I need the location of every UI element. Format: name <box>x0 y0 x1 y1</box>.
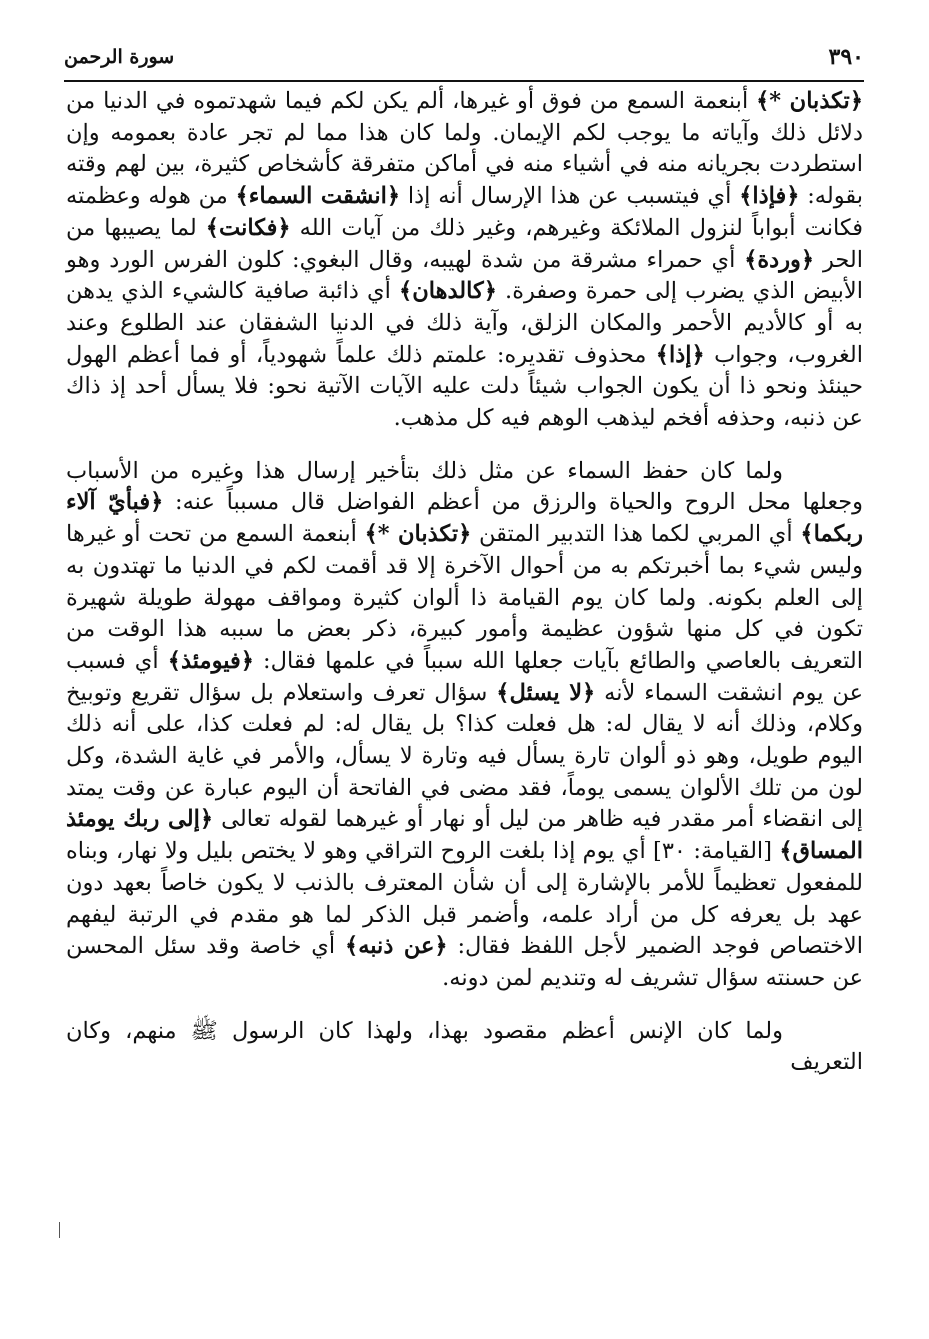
text-segment: أبنعمة السمع من فوق أو غيرها، ألم يكن لكم فيما شهدتموه في الدنيا من دلائل ذلك وآياته ما يوجب لكم الإيمان. ولما كان هذا مما لم تجر عادة بعمومه وإن استطردت بجريانه منه في أشياء منه في أماكن متفرقة كأشخاص كثيرة، بين لهم وقته بقوله: <box>66 88 863 210</box>
quran-quote: ﴿فيومئذ﴾ <box>167 647 254 674</box>
text-segment: أي ذائبة صافية كالشيء الذي يدهن به أو كالأديم الأحمر والمكان الزلق، وآية ذلك في الدنيا الشفقان عند الطلوع وعند الغروب، وجواب <box>66 278 863 368</box>
text-segment: ولما كان الإنس أعظم مقصود بهذا، ولهذا كان الرسول ﷺ منهم، وكان التعريف <box>66 1017 863 1076</box>
text-segment: لما يصيبها من الحر <box>66 214 863 273</box>
text-segment: أي حمراء مشرقة من شدة لهيبه، وقال البغوي: كلون الفرس الورد وهو الأبيض الذي يضرب إلى حمرة وصفرة. <box>66 246 863 305</box>
text-segment: سؤال تعرف واستعلام بل سؤال تقريع وتوبيخ وكلام، وذلك أنه لا يقال له: هل فعلت كذا؟ بل يقال له: لم فعلت كذا، على أنه ذلك اليوم طويل، وهو ذو ألوان تارة يسأل فيه وتارة لا يسأل، والأمر في غاية الشدة، وكل لون من تلك الألوان يسمى يوماً، فقد مضى في الفاتحة أن اليوم عبارة عن وقت يمتد إلى انقضاء أمر مقدر فيه ظاهر من ليل أو نهار أو غيرهما لقوله تعالى <box>66 679 863 833</box>
text-segment: ولما كان حفظ السماء عن مثل ذلك بتأخير إرسال هذا وغيره من الأسباب وجعلها محل الروح والحياة والرزق من أعظم الفواضل قال مسبباً عنه: <box>66 457 863 516</box>
quran-quote: ﴿إلى ربك يومئذ المساق﴾ <box>66 806 863 865</box>
quran-quote: ﴿وردة﴾ <box>744 246 815 273</box>
quran-quote: ﴿لا يسئل﴾ <box>496 679 596 706</box>
quran-quote: ﴿فبأيّ آلاء ربكما﴾ <box>66 489 864 548</box>
text-segment: أي فسبب عن يوم انشقت السماء لأنه <box>66 647 863 706</box>
page-number: ٣٩٠ <box>828 44 864 70</box>
header-rule <box>64 80 864 82</box>
body-text <box>66 86 863 1079</box>
text-segment: [القيامة: ٣٠] أي يوم إذا بلغت الروح التراقي وهو لا يختص بليل ولا نهار، وبناه للمفعول تعظيماً للأمر بالإشارة إلى أن شأن المعترف بالذنب لا يكون خاصاً بعهد دون عهد بل يعرفه كل من أراد علمه، وأضمر قبل الذكر لما هو مقدم في الرتبة ليفهم الاختصاص فوجد الضمير لأجل اللفظ فقال: <box>66 838 863 960</box>
text-segment: أي فيتسبب عن هذا الإرسال أنه إذا <box>400 183 740 210</box>
quran-quote: ﴿فإذا﴾ <box>739 183 800 210</box>
quran-quote: ﴿تكذبان *﴾ <box>364 521 472 548</box>
margin-mark <box>59 1222 60 1238</box>
quran-quote: ﴿انشقت السماء﴾ <box>235 183 401 210</box>
text-segment: أبنعمة السمع من تحت أو غيرها وليس شيء بما أخبرتكم به من أحوال الآخرة إلا قد أقمت لكم في الدنيا ما تهتدون به إلى العلم بكونه. ولما كان يوم القيامة ذا ألوان كثيرة ومواقف مهولة طويلة شهيرة تكون في كل منها شؤون عظيمة وأمور كبيرة، ذكر بعض ما سببه هذا الوقت من التعريف بالعاصي والطائع بآيات جعلها الله سبباً في علمها فقال: <box>66 521 863 674</box>
paragraph <box>66 456 863 995</box>
quran-quote: ﴿كالدهان﴾ <box>399 278 497 305</box>
quran-quote: ﴿تكذبان *﴾ <box>756 88 863 114</box>
surah-title: سورة الرحمن <box>64 46 175 68</box>
quran-quote: ﴿فكانت﴾ <box>205 214 291 241</box>
quran-quote: ﴿عن ذنبه﴾ <box>345 933 448 960</box>
paragraph <box>66 86 863 435</box>
text-segment: أي خاصة وقد سئل المحسن عن حسنته سؤال تشريف له وتنديم لمن دونه. <box>66 933 863 991</box>
text-segment: أي المربي لكما هذا التدبير المتقن <box>471 521 801 548</box>
page-header <box>64 40 864 74</box>
text-segment: من هوله وعظمته فكانت أبواباً لنزول الملائكة وغيرهم، وغير ذلك من آيات الله <box>66 183 863 241</box>
quran-quote: ﴿إذا﴾ <box>655 341 705 368</box>
text-segment: محذوف تقديره: علمتم ذلك علماً شهودياً، أو فما أعظم الهول حينئذ ونحو ذا أن يكون الجواب شيئاً دلت عليه الآيات الآتية نحو: فلا يسأل أحد إذ ذاك عن ذنبه، وحذفه أفخم ليذهب الوهم فيه كل مذهب. <box>66 341 863 432</box>
paragraph <box>66 1016 863 1079</box>
